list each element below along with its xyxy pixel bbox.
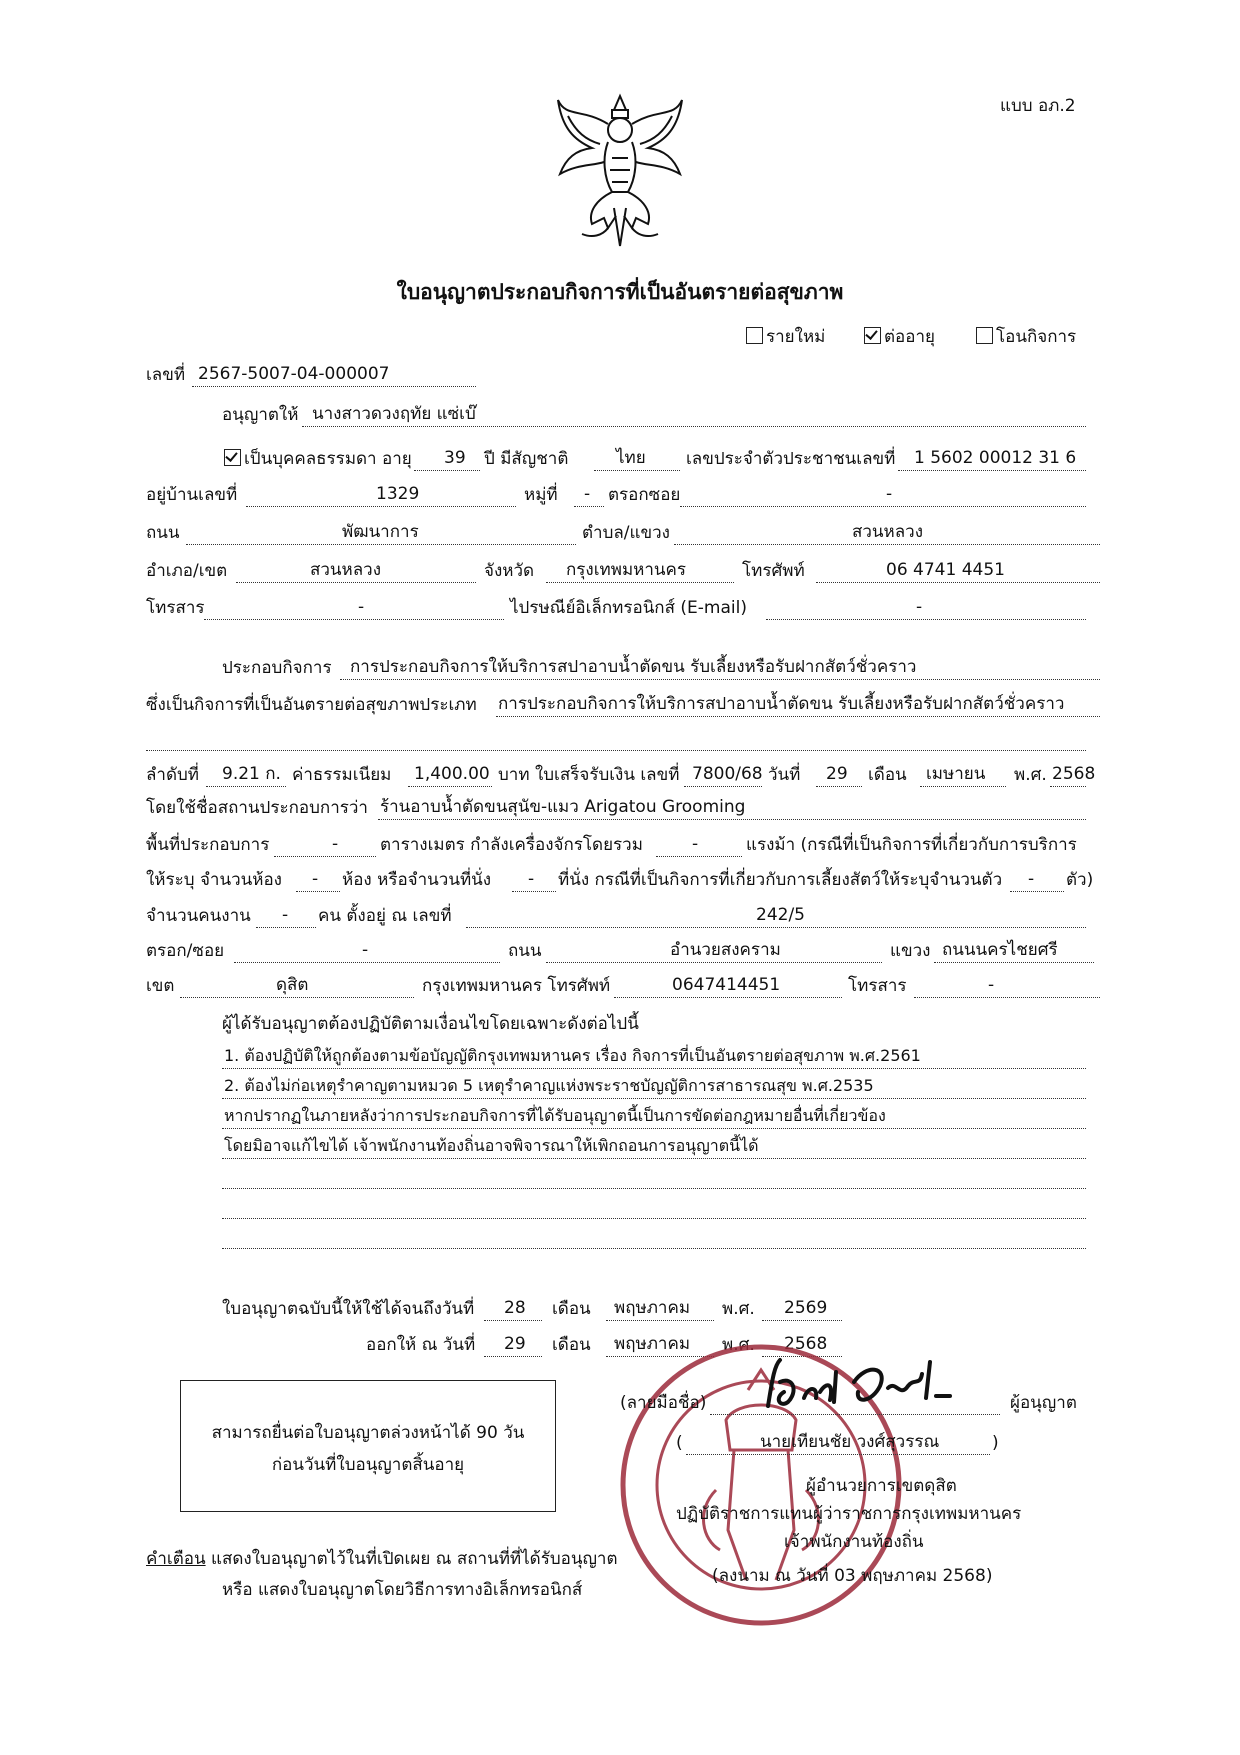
- document-title: ใบอนุญาตประกอบกิจการที่เป็นอันตรายต่อสุขภาพ: [396, 280, 844, 304]
- renewal-notice-box: สามารถยื่นต่อใบอนุญาตล่วงหน้าได้ 90 วัน ก่อนวันที่ใบอนุญาตสิ้นอายุ: [180, 1380, 556, 1512]
- warning-label: คำเตือน: [146, 1549, 206, 1569]
- type-renewal-checkbox[interactable]: ต่ออายุ: [864, 323, 935, 350]
- signatory-title-3: เจ้าพนักงานท้องถิ่น: [784, 1532, 924, 1552]
- condition-line: 2. ต้องไม่ก่อเหตุรำคาญตามหมวด 5 เหตุรำคาญแห่งพระราชบัญญัติการสาธารณสุข พ.ศ.2535: [222, 1076, 1086, 1098]
- checkbox-empty-icon: [746, 327, 763, 344]
- condition-line: โดยมิอาจแก้ไขได้ เจ้าพนักงานท้องถิ่นอาจพิจารณาให้เพิกถอนการอนุญาตนี้ได้: [222, 1136, 1086, 1158]
- condition-blank-line: [222, 1166, 1086, 1188]
- garuda-emblem-icon: [552, 88, 688, 250]
- fee-row: ลำดับที่ 9.21 ก. ค่าธรรมเนียม 1,400.00 บาท ใบเสร็จรับเงิน เลขที่ 7800/68 วันที่ 29 เดือน เมษายน พ.ศ. 2568: [146, 764, 1096, 785]
- signatory-name-row: ( นายเทียนชัย วงศ์สุวรรณ ): [676, 1432, 999, 1453]
- grantee-row: อนุญาตให้ นางสาวดวงฤทัย แซ่เบ๊: [222, 404, 1086, 426]
- grantee-name: นางสาวดวงฤทัย แซ่เบ๊: [312, 404, 476, 424]
- natural-person-checkbox[interactable]: เป็นบุคคลธรรมดา อายุ: [224, 448, 412, 470]
- rooms-row: ให้ระบุ จำนวนห้อง - ห้อง หรือจำนวนที่นั่ง - ที่นั่ง กรณีที่เป็นกิจการที่เกี่ยวกับการเลี้ยงสัตว์ให้ระบุจำนวนตัว - ตัว): [146, 869, 1094, 890]
- location-road-row: ตรอก/ซอย - ถนน อำนวยสงคราม แขวง ถนนนครไชยศรี: [146, 940, 1100, 962]
- condition-line: 1. ต้องปฏิบัติให้ถูกต้องตามข้อบัญญัติกรุงเทพมหานคร เรื่อง กิจการที่เป็นอันตรายต่อสุขภาพ พ.ศ.2561: [222, 1046, 1086, 1068]
- checkbox-empty-icon: [976, 327, 993, 344]
- business-type-row: ซึ่งเป็นกิจการที่เป็นอันตรายต่อสุขภาพประเภท การประกอบกิจการให้บริการสปาอาบน้ำตัดขน รับเลี้ยงหรือรับฝากสัตว์ชั่วคราว: [146, 694, 1100, 716]
- signatory-name: นายเทียนชัย วงศ์สุวรรณ: [760, 1432, 940, 1452]
- warning-line-1: คำเตือน แสดงใบอนุญาตไว้ในที่เปิดเผย ณ สถานที่ที่ได้รับอนุญาต: [146, 1549, 618, 1569]
- warning-line-2: หรือ แสดงใบอนุญาตโดยวิธีการทางอิเล็กทรอนิกส์: [222, 1580, 583, 1600]
- workers-row: จำนวนคนงาน - คน ตั้งอยู่ ณ เลขที่ 242/5: [146, 905, 1086, 927]
- issued-on-row: ออกให้ ณ วันที่ 29 เดือน พฤษภาคม พ.ศ. 2568: [366, 1334, 842, 1356]
- signature-row: (ลายมือชื่อ) ผู้อนุญาต: [620, 1393, 1077, 1413]
- blank-row: [146, 728, 1086, 750]
- valid-until-row: ใบอนุญาตฉบับนี้ให้ใช้ได้จนถึงวันที่ 28 เดือน พฤษภาคม พ.ศ. 2569: [222, 1298, 842, 1320]
- license-number: 2567-5007-04-000007: [198, 364, 390, 384]
- license-number-row: เลขที่ 2567-5007-04-000007: [146, 364, 476, 386]
- form-code: แบบ อภ.2: [1000, 96, 1076, 116]
- signatory-title-2: ปฏิบัติราชการแทนผู้ว่าราชการกรุงเทพมหานคร: [676, 1504, 1022, 1524]
- checkbox-checked-icon: [864, 327, 881, 344]
- address-district-row: อำเภอ/เขต สวนหลวง จังหวัด กรุงเทพมหานคร โทรศัพท์ 06 4741 4451: [146, 560, 1100, 582]
- conditions-heading: ผู้ได้รับอนุญาตต้องปฏิบัติตามเงื่อนไขโดยเฉพาะดังต่อไปนี้: [222, 1014, 639, 1034]
- person-row: เป็นบุคคลธรรมดา อายุ 39 ปี มีสัญชาติ ไทย เลขประจำตัวประชาชนเลขที่ 1 5602 00012 31 6: [224, 448, 1086, 470]
- location-khet-row: เขต ดุสิต กรุงเทพมหานคร โทรศัพท์ 0647414451 โทรสาร -: [146, 975, 1100, 997]
- type-new-checkbox[interactable]: รายใหม่: [746, 323, 825, 350]
- condition-blank-line: [222, 1196, 1086, 1218]
- condition-blank-line: [222, 1226, 1086, 1248]
- type-transfer-checkbox[interactable]: โอนกิจการ: [976, 323, 1076, 350]
- signing-date: (ลงนาม ณ วันที่ 03 พฤษภาคม 2568): [712, 1566, 993, 1586]
- signatory-title-1: ผู้อำนวยการเขตดุสิต: [806, 1476, 957, 1496]
- establishment-name-row: โดยใช้ชื่อสถานประกอบการว่า ร้านอาบน้ำตัดขนสุนัข-แมว Arigatou Grooming: [146, 797, 1086, 819]
- condition-line: หากปรากฏในภายหลังว่าการประกอบกิจการที่ได้รับอนุญาตนี้เป็นการขัดต่อกฎหมายอื่นที่เกี่ยวข้อง: [222, 1106, 1086, 1128]
- area-row: พื้นที่ประกอบการ - ตารางเมตร กำลังเครื่องจักรโดยรวม - แรงม้า (กรณีที่เป็นกิจการที่เกี่ยวกับการบริการ: [146, 834, 1077, 855]
- address-contact-row: โทรสาร - ไปรษณีย์อิเล็กทรอนิกส์ (E-mail) -: [146, 597, 1086, 619]
- address-road-row: ถนน พัฒนาการ ตำบล/แขวง สวนหลวง: [146, 522, 1100, 544]
- checkbox-checked-icon: [224, 449, 241, 466]
- address-house-row: อยู่บ้านเลขที่ 1329 หมู่ที่ - ตรอกซอย -: [146, 484, 1086, 506]
- business-row: ประกอบกิจการ การประกอบกิจการให้บริการสปาอาบน้ำตัดขน รับเลี้ยงหรือรับฝากสัตว์ชั่วคราว: [222, 657, 1100, 679]
